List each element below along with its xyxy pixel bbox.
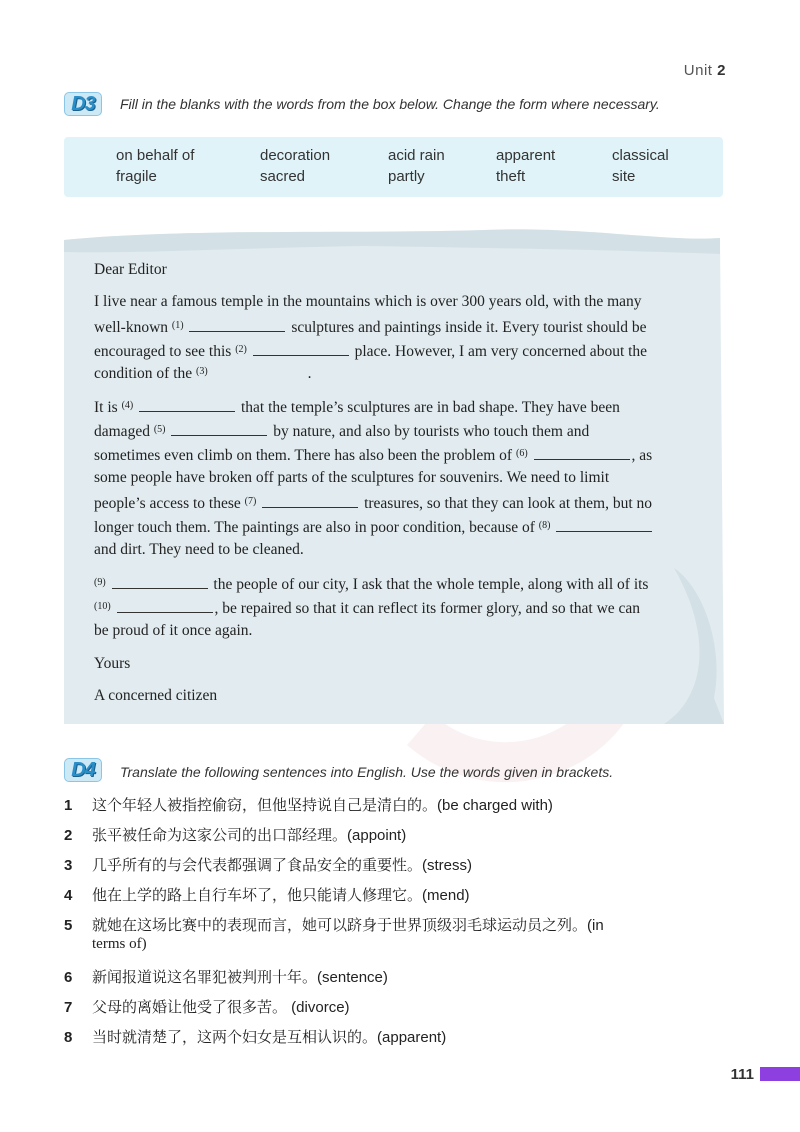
letter-line: and dirt. They need to be cleaned. xyxy=(94,541,304,558)
blank-number: (5) xyxy=(153,424,166,435)
blank-number: (1) xyxy=(171,320,184,331)
blank-number: (8) xyxy=(538,520,551,531)
blank-4 xyxy=(139,397,235,412)
word-box-item: classical xyxy=(612,147,669,164)
word-box-item: acid rain xyxy=(388,147,445,164)
blank-10 xyxy=(117,598,213,613)
letter-line: people’s access to these $^{(7)}$ treasures, so that they can look at them, but no xyxy=(94,495,653,512)
letter-line: be proud of it once again. xyxy=(94,622,253,639)
translation-item: 5 就她在这场比赛中的表现而言，她可以跻身于世界顶级羽毛球运动员之列。(in xyxy=(64,916,604,934)
letter-line: $^{(9)}$ the people of our city, I ask that the whole temple, along with all of its xyxy=(94,576,649,593)
word-box-item: fragile xyxy=(116,168,157,185)
letter-line: I live near a famous temple in the mountains which is over 300 years old, with the many xyxy=(94,293,642,310)
letter-line: longer touch them. The paintings are also in poor condition, because of $^{(8)}$ xyxy=(94,517,654,537)
d4-instruction: Translate the following sentences into English. Use the words given in brackets. xyxy=(120,764,614,780)
letter-line: some people have broken off parts of the sculptures for souvenirs. We need to limit xyxy=(94,469,610,486)
translation-item: 2 张平被任命为这家公司的出口部经理。(appoint) xyxy=(64,826,407,844)
blank-number: (7) xyxy=(244,496,257,507)
page-number: 111 xyxy=(730,1066,754,1083)
blank-number: (2) xyxy=(235,344,247,355)
blank-7 xyxy=(262,493,358,508)
unit-label xyxy=(684,62,726,79)
letter-greeting: Dear Editor xyxy=(94,261,167,278)
blank-6 xyxy=(534,445,630,460)
letter-closing: Yours xyxy=(94,655,131,672)
blank-number: (4) xyxy=(121,400,134,411)
translation-item: 4 他在上学的路上自行车坏了，他只能请人修理它。(mend) xyxy=(64,886,470,904)
page-tab-marker xyxy=(760,1067,800,1081)
translation-item: 8 当时就清楚了，这两个妇女是互相认识的。(apparent) xyxy=(64,1028,447,1046)
word-box-item: decoration xyxy=(260,147,331,164)
letter-signature: A concerned citizen xyxy=(94,687,218,704)
blank-number: (10) xyxy=(94,601,111,612)
letter-line: condition of the $^{(3)}$ . xyxy=(94,365,312,382)
blank-2 xyxy=(253,341,349,356)
word-box-item: partly xyxy=(388,168,425,185)
translation-item-continued: terms of) xyxy=(92,936,147,952)
unit-word: Unit xyxy=(683,62,713,79)
translation-item: 7 父母的离婚让他受了很多苦。 (divorce) xyxy=(64,998,350,1016)
word-box-item: sacred xyxy=(260,168,306,185)
blank-number: (9) xyxy=(94,577,106,588)
blank-8 xyxy=(556,517,652,532)
word-box-item: theft xyxy=(496,168,526,185)
translation-item: 6 新闻报道说这名罪犯被判刑十年。(sentence) xyxy=(64,968,388,986)
blank-number: (6) xyxy=(515,448,528,459)
blank-9 xyxy=(112,574,208,589)
d3-badge: D3 xyxy=(64,92,102,116)
word-box xyxy=(64,137,723,197)
d3-instruction: Fill in the blanks with the words from the box below. Change the form where necessary. xyxy=(120,96,660,112)
word-box-item: on behalf of xyxy=(116,147,195,164)
letter-line: $^{(10)}$ , be repaired so that it can reflect its former glory, and so that we can xyxy=(94,600,641,617)
d4-badge: D4 xyxy=(64,758,102,782)
letter-line: It is $^{(4)}$ that the temple’s sculptures are in bad shape. They have been xyxy=(94,399,620,416)
letter-line: well-known $^{(1)}$ sculptures and paintings inside it. Every tourist should be xyxy=(94,319,647,336)
word-box-item: site xyxy=(612,168,636,185)
blank-1 xyxy=(189,317,285,332)
word-box-item: apparent xyxy=(496,147,556,164)
letter-line: damaged $^{(5)}$ by nature, and also by tourists who touch them and xyxy=(94,423,590,440)
blank-number: (3) xyxy=(196,366,208,377)
letter-line: sometimes even climb on them. There has also been the problem of $^{(6)}$ , as xyxy=(94,447,653,464)
letter-line: encouraged to see this $^{(2)}$ place. However, I am very concerned about the xyxy=(94,343,648,360)
translation-item: 3 几乎所有的与会代表都强调了食品安全的重要性。(stress) xyxy=(64,856,473,874)
blank-5 xyxy=(171,421,267,436)
translation-item: 1 这个年轻人被指控偷窃，但他坚持说自己是清白的。(be charged with) xyxy=(64,796,553,814)
unit-number: 2 xyxy=(717,62,726,79)
